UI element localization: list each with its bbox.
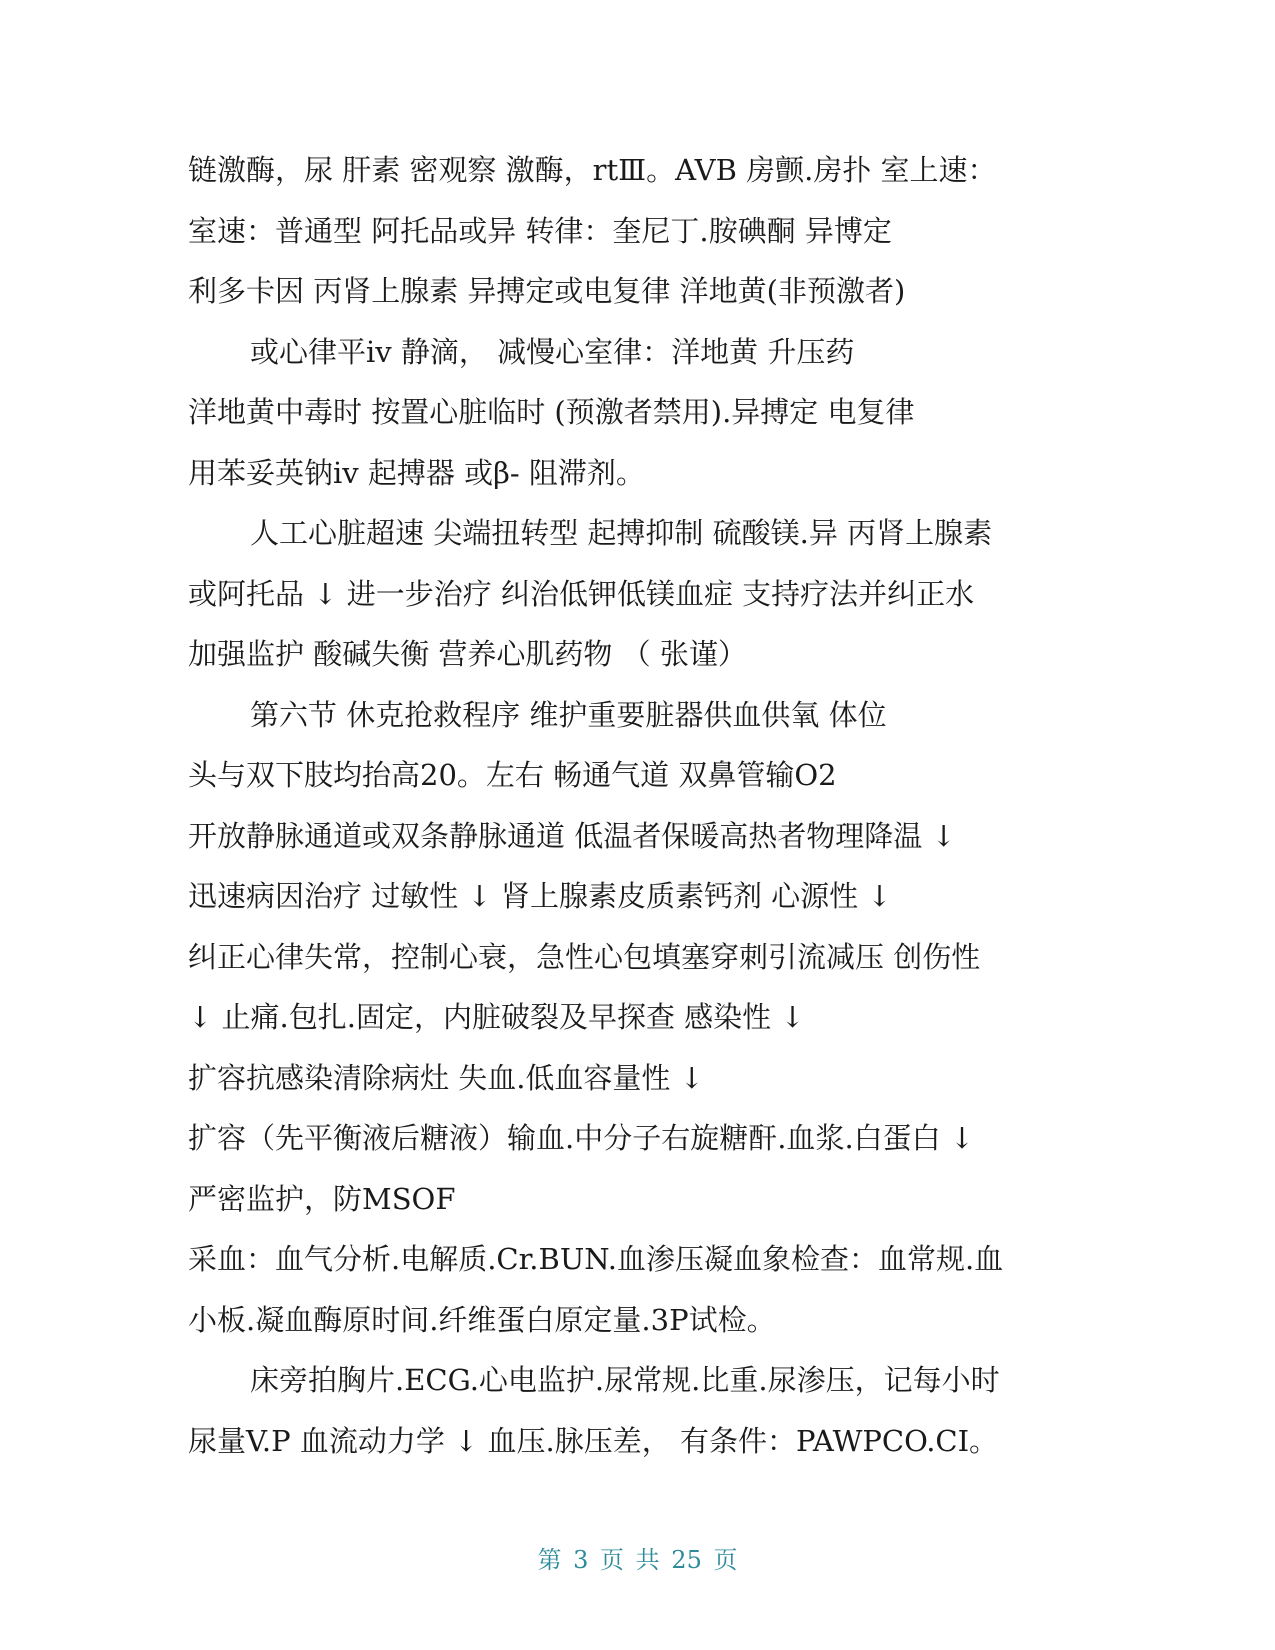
text-line: 人工心脏超速 尖端扭转型 起搏抑制 硫酸镁.异 丙肾上腺素 xyxy=(250,516,993,550)
text-line: 加强监护 酸碱失衡 营养心肌药物 （ 张谨） xyxy=(188,637,747,671)
text-line: 纠正心律失常，控制心衰，急性心包填塞穿刺引流减压 创伤性 xyxy=(188,939,981,974)
page-number-footer: 第 3 页 共 25 页 xyxy=(537,1546,738,1574)
text-line: 开放静脉通道或双条静脉通道 低温者保暖高热者物理降温 ↓ xyxy=(188,818,956,853)
text-line: 头与双下肢均抬高20。左右 畅通气道 双鼻管输O2 xyxy=(188,758,837,792)
text-line: 扩容（先平衡液后糖液）输血.中分子右旋糖酐.血浆.白蛋白 ↓ xyxy=(188,1121,975,1155)
document-body xyxy=(188,140,1088,1471)
text-line: 严密监护，防MSOF xyxy=(188,1181,456,1216)
text-line: 或心律平iv 静滴， 减慢心室律：洋地黄 升压药 xyxy=(250,334,855,369)
text-line: 床旁拍胸片.ECG.心电监护.尿常规.比重.尿渗压，记每小时 xyxy=(250,1363,1000,1397)
text-line: 采血：血气分析.电解质.Cr.BUN.血渗压凝血象检查：血常规.血 xyxy=(188,1242,1004,1276)
text-line: ↓ 止痛.包扎.固定，内脏破裂及早探查 感染性 ↓ xyxy=(188,1000,805,1034)
text-line: 或阿托品 ↓ 进一步治疗 纠治低钾低镁血症 支持疗法并纠正水 xyxy=(188,576,975,611)
text-line: 用苯妥英钠iv 起搏器 或β- 阻滞剂。 xyxy=(188,455,645,490)
section-heading-line: 第六节 休克抢救程序 维护重要脏器供血供氧 体位 xyxy=(250,697,887,732)
text-line: 利多卡因 丙肾上腺素 异搏定或电复律 洋地黄(非预激者) xyxy=(188,274,906,308)
text-line: 尿量V.P 血流动力学 ↓ 血压.脉压差， 有条件：PAWPCO.CI。 xyxy=(188,1423,999,1458)
text-line: 室速：普通型 阿托品或异 转律：奎尼丁.胺碘酮 异博定 xyxy=(188,213,892,248)
text-line: 扩容抗感染清除病灶 失血.低血容量性 ↓ xyxy=(188,1060,704,1095)
text-line: 链激酶，尿 肝素 密观察 激酶，rtⅢ。AVB 房颤.房扑 室上速： xyxy=(188,153,997,187)
text-line: 小板.凝血酶原时间.纤维蛋白原定量.3P试检。 xyxy=(188,1302,776,1337)
text-line: 洋地黄中毒时 按置心脏临时 (预激者禁用).异搏定 电复律 xyxy=(188,395,915,429)
text-line: 迅速病因治疗 过敏性 ↓ 肾上腺素皮质素钙剂 心源性 ↓ xyxy=(188,879,892,913)
